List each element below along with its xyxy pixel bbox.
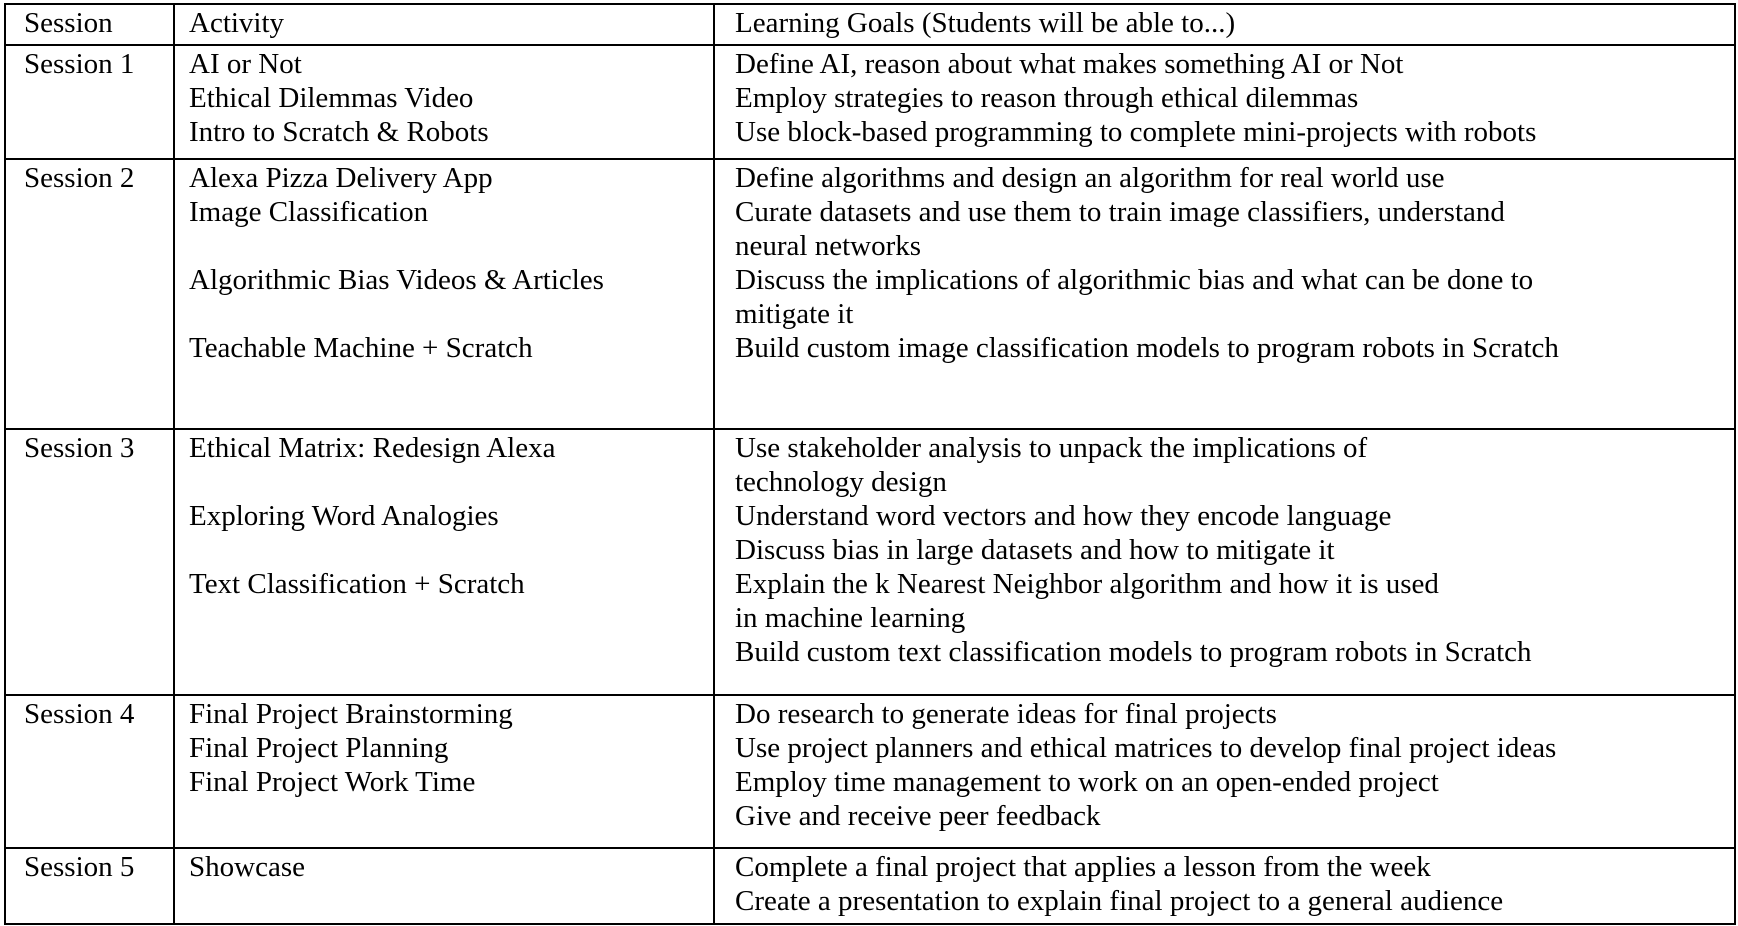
text-line: Discuss the implications of algorithmic bias and what can be done to <box>735 264 1534 296</box>
activity-cell <box>174 848 714 924</box>
table-row <box>5 848 1735 924</box>
text-line: Final Project Brainstorming <box>189 698 513 730</box>
column-header-session <box>5 4 174 45</box>
text-line: Intro to Scratch & Robots <box>189 116 489 148</box>
text-line: Use block-based programming to complete mini-projects with robots <box>735 116 1537 148</box>
goals-list <box>735 161 1728 399</box>
text-line: Define algorithms and design an algorithm for real world use <box>735 162 1445 194</box>
column-header-activity-label: Activity <box>189 7 285 39</box>
activity-list <box>189 161 707 399</box>
activity-list <box>189 850 707 918</box>
table-row <box>5 159 1735 429</box>
text-line: Use project planners and ethical matrices to develop final project ideas <box>735 732 1557 764</box>
table-header <box>5 4 1735 45</box>
activity-list <box>189 47 707 149</box>
text-line: Ethical Dilemmas Video <box>189 82 474 114</box>
text-line: Explain the k Nearest Neighbor algorithm and how it is used <box>735 568 1439 600</box>
text-line: Create a presentation to explain final project to a general audience <box>735 885 1504 917</box>
text-line: Algorithmic Bias Videos & Articles <box>189 264 604 296</box>
text-line: Alexa Pizza Delivery App <box>189 162 493 194</box>
activity-cell <box>174 159 714 429</box>
session-cell <box>5 848 174 924</box>
activity-list <box>189 697 707 833</box>
session-cell <box>5 429 174 695</box>
text-line: Curate datasets and use them to train image classifiers, understand <box>735 196 1505 228</box>
text-line: Text Classification + Scratch <box>189 568 525 600</box>
goals-cell <box>714 45 1735 159</box>
goals-cell <box>714 848 1735 924</box>
text-line: Give and receive peer feedback <box>735 800 1101 832</box>
column-header-goals-label: Learning Goals (Students will be able to...) <box>735 7 1236 39</box>
text-line: Image Classification <box>189 196 429 228</box>
session-cell <box>5 159 174 429</box>
activity-cell <box>174 695 714 848</box>
spacer-line <box>189 635 707 669</box>
session-label: Session 2 <box>24 162 135 194</box>
text-line: Build custom image classification models to program robots in Scratch <box>735 332 1559 364</box>
session-label: Session 5 <box>24 851 135 883</box>
text-line: in machine learning <box>735 602 966 634</box>
goals-list <box>735 431 1728 669</box>
session-label: Session 4 <box>24 698 135 730</box>
text-line: Understand word vectors and how they encode language <box>735 500 1392 532</box>
activity-cell <box>174 45 714 159</box>
spacer-line <box>735 365 1728 399</box>
spacer-line <box>189 799 707 833</box>
text-line: Exploring Word Analogies <box>189 500 499 532</box>
activity-list <box>189 431 707 669</box>
column-header-session-label: Session <box>24 7 113 39</box>
spacer-line <box>189 229 707 263</box>
table-row <box>5 429 1735 695</box>
text-line: Employ strategies to reason through ethical dilemmas <box>735 82 1359 114</box>
text-line: Final Project Planning <box>189 732 449 764</box>
table-header-row <box>5 4 1735 45</box>
text-line: neural networks <box>735 230 922 262</box>
spacer-line <box>189 533 707 567</box>
text-line: Complete a final project that applies a lesson from the week <box>735 851 1431 883</box>
goals-list <box>735 697 1728 833</box>
text-line: AI or Not <box>189 48 302 80</box>
text-line: Ethical Matrix: Redesign Alexa <box>189 432 556 464</box>
session-label: Session 3 <box>24 432 135 464</box>
text-line: Do research to generate ideas for final projects <box>735 698 1277 730</box>
goals-list <box>735 47 1728 149</box>
text-line: Build custom text classification models to program robots in Scratch <box>735 636 1532 668</box>
goals-cell <box>714 429 1735 695</box>
session-label: Session 1 <box>24 48 135 80</box>
spacer-line <box>189 365 707 399</box>
session-cell <box>5 45 174 159</box>
text-line: Define AI, reason about what makes something AI or Not <box>735 48 1404 80</box>
text-line: technology design <box>735 466 947 498</box>
text-line: Discuss bias in large datasets and how to mitigate it <box>735 534 1335 566</box>
column-header-goals <box>714 4 1735 45</box>
text-line: mitigate it <box>735 298 854 330</box>
text-line: Employ time management to work on an open-ended project <box>735 766 1439 798</box>
goals-list <box>735 850 1728 918</box>
curriculum-table <box>4 3 1736 925</box>
goals-cell <box>714 159 1735 429</box>
activity-cell <box>174 429 714 695</box>
text-line: Use stakeholder analysis to unpack the implications of <box>735 432 1368 464</box>
text-line: Showcase <box>189 851 305 883</box>
spacer-line <box>189 884 707 918</box>
column-header-activity <box>174 4 714 45</box>
spacer-line <box>189 601 707 635</box>
spacer-line <box>189 297 707 331</box>
goals-cell <box>714 695 1735 848</box>
session-cell <box>5 695 174 848</box>
text-line: Teachable Machine + Scratch <box>189 332 533 364</box>
table-row <box>5 45 1735 159</box>
spacer-line <box>189 465 707 499</box>
table-body <box>5 45 1735 924</box>
text-line: Final Project Work Time <box>189 766 476 798</box>
table-row <box>5 695 1735 848</box>
